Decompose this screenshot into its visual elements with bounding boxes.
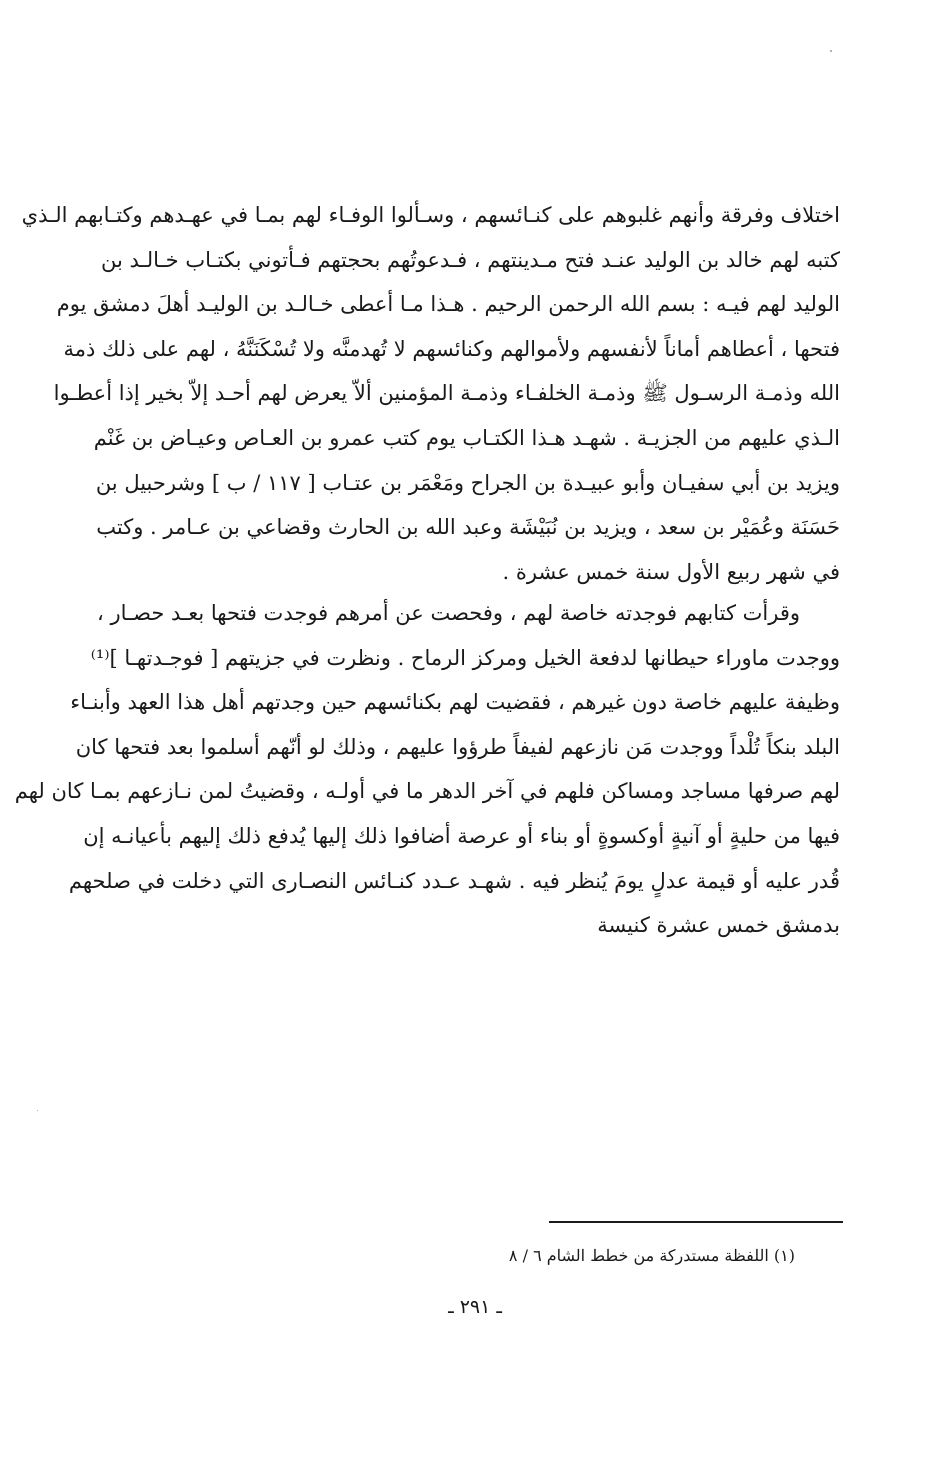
scan-speck	[830, 50, 832, 52]
text-line: اختلاف وفرقة وأنهم غلبوهم على كنـائسهم ، وسـألوا الوفـاء لهم بمـا في عهـدهم وكتـابهم الـذي	[21, 203, 840, 227]
paragraph-2	[14, 591, 840, 948]
text-line: فتحها ، أعطاهم أماناً لأنفسهم ولأموالهم وكنائسهم لا تُهدمنَّه ولا تُسْكَنَنَّهُ ، لهم على ذلك ذمة	[63, 336, 840, 361]
footnote-divider	[549, 1221, 843, 1223]
paragraph-1	[21, 193, 840, 594]
footnote: (١) اللفظة مستدركة من خطط الشام ٦ / ٨	[508, 1246, 795, 1265]
text-line: في شهر ربيع الأول سنة خمس عشرة .	[502, 559, 840, 584]
text-line: فيها من حليةٍ أو آنيةٍ أوكسوةٍ أو بناء أو عرصة أضافوا ذلك إليها يُدفع ذلك إليهم بأعيانـه إن	[83, 823, 840, 848]
text-line: البلد بنكاً تُلْداً ووجدت مَن نازعهم لفيفاً طرؤوا عليهم ، وذلك لو أنّهم أسلموا بعد فتحها كان	[75, 734, 840, 759]
text-line: الـذي عليهم من الجزيـة . شهـد هـذا الكتـاب يوم كتب عمرو بن العـاص وعيـاض بن غَنْم	[93, 425, 840, 450]
text-line: وظيفة عليهم خاصة دون غيرهم ، فقضيت لهم بكنائسهم حين وجدتهم أهل هذا العهد وأبنـاء	[70, 690, 840, 715]
text-line: لهم صرفها مساجد ومساكن فلهم في آخر الدهر ما في أولـه ، وقضيتُ لمن نـازعهم بمـا كان لهم	[14, 779, 840, 804]
text-line: ويزيد بن أبي سفيـان وأبو عبيـدة بن الجراح ومَعْمَر بن عتـاب [ ١١٧ / ب ] وشرحبيل بن	[95, 470, 840, 495]
text-line: ووجدت ماوراء حيطانها لدفعة الخيل ومركز الرماح . ونظرت في جزيتهم [ فوجـدتهـا ]⁽¹⁾	[90, 645, 840, 670]
text-line: كتبه لهم خالد بن الوليد عنـد فتح مـدينتهم ، فـدعوتُهم بحجتهم فـأتوني بكتـاب خـالـد بن	[101, 247, 840, 272]
text-line: الوليد لهم فيـه : بسم الله الرحمن الرحيم . هـذا مـا أعطى خـالـد بن الوليـد أهلَ دمشق يوم	[56, 292, 840, 317]
page-number: ـ ٢٩١ ـ	[448, 1296, 502, 1318]
text-line: الله وذمـة الرسـول ﷺ وذمـة الخلفـاء وذمـة المؤمنين ألاّ يعرض لهم أحـد إلاّ بخير إذا أعطـوا	[53, 381, 840, 406]
text-line: بدمشق خمس عشرة كنيسة	[597, 913, 840, 938]
text-line: قُدر عليه أو قيمة عدلٍ يومَ يُنظر فيه . شهـد عـدد كنـائس النصـارى التي دخلت في صلحهم	[68, 868, 840, 893]
scan-speck	[37, 1110, 38, 1111]
text-line: حَسَنَة وعُمَيْر بن سعد ، ويزيد بن نُبَيْشَة وعبد الله بن الحارث وقضاعي بن عـامر . وكتب	[96, 515, 840, 540]
text-line: وقرأت كتابهم فوجدته خاصة لهم ، وفحصت عن أمرهم فوجدت فتحها بعـد حصـار ،	[97, 601, 800, 625]
